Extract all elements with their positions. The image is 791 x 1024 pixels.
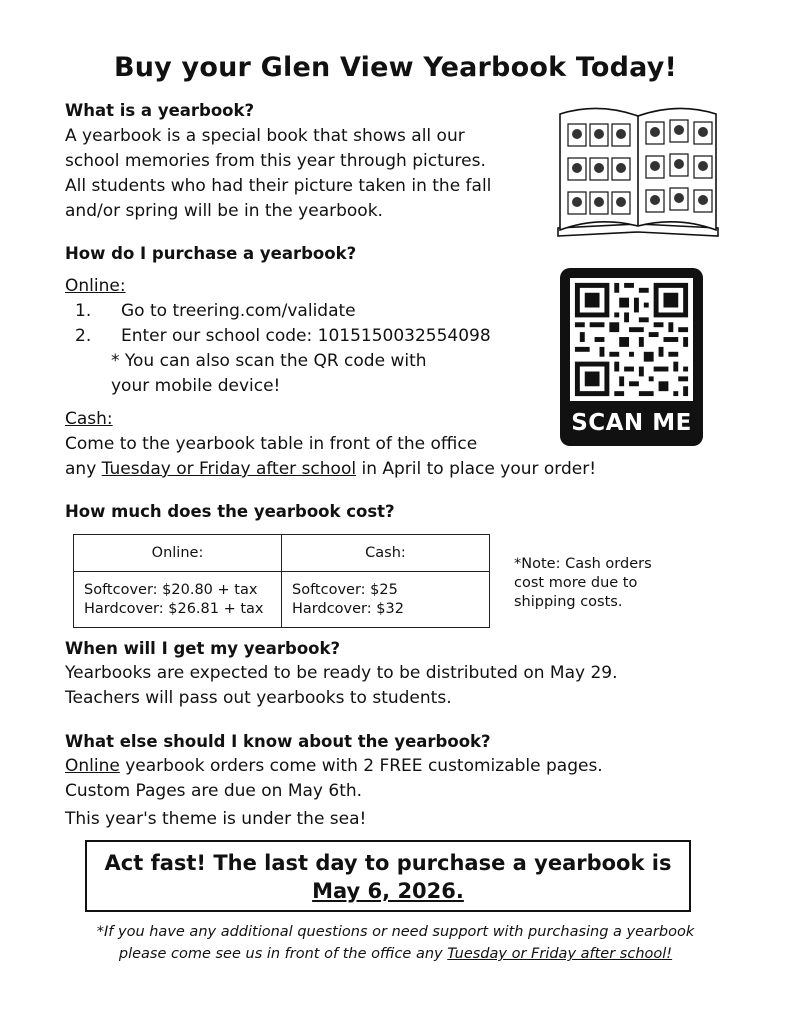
else-line <box>65 754 603 779</box>
when-heading: When will I get my yearbook? <box>65 639 341 658</box>
online-label: Online: <box>65 276 126 296</box>
theme-line: This year's theme is under the sea! <box>65 809 367 829</box>
deadline-date: May 6, 2026. <box>312 879 464 903</box>
when-line: Yearbooks are expected to be ready to be distributed on May 29. <box>65 663 618 683</box>
price-line: Softcover: $25 <box>292 581 398 598</box>
step-item <box>75 299 491 324</box>
cash-prices <box>282 572 490 628</box>
cost-note <box>514 555 652 612</box>
online-word: Online <box>65 756 120 776</box>
note-line: cost more due to <box>514 575 638 591</box>
step-item <box>75 324 491 349</box>
step-text: Go to treering.com/validate <box>121 301 356 321</box>
what-line: A yearbook is a special book that shows all our <box>65 126 465 146</box>
when-line: Teachers will pass out yearbooks to students. <box>65 688 452 708</box>
qr-code-card[interactable] <box>560 268 703 446</box>
else-paragraph <box>65 754 603 832</box>
deadline-text: Act fast! The last day to purchase a yearbook is <box>104 851 672 875</box>
table-header-online: Online: <box>74 535 282 572</box>
footer-days: Tuesday or Friday after school! <box>447 946 673 962</box>
else-heading: What else should I know about the yearbook? <box>65 732 491 751</box>
footer-note <box>0 921 791 965</box>
cash-line <box>65 457 596 482</box>
online-prices <box>74 572 282 628</box>
table-row <box>74 572 490 628</box>
price-line: Hardcover: $32 <box>292 600 404 617</box>
cost-table <box>73 534 490 628</box>
note-line: *Note: Cash orders <box>514 556 652 572</box>
deadline-box <box>85 840 691 912</box>
table-header-row <box>74 535 490 572</box>
what-line: All students who had their picture taken in the fall <box>65 176 492 196</box>
cash-text: in April to place your order! <box>356 459 597 479</box>
footer-text: please come see us in front of the office any <box>118 946 448 962</box>
cash-days: Tuesday or Friday after school <box>101 459 357 479</box>
cost-heading: How much does the yearbook cost? <box>65 502 395 521</box>
else-text: yearbook orders come with 2 FREE customizable pages. <box>119 756 603 776</box>
scan-me-label: SCAN ME <box>571 410 692 436</box>
else-line: Custom Pages are due on May 6th. <box>65 781 363 801</box>
purchase-steps <box>75 299 491 399</box>
footer-line <box>0 943 791 965</box>
table-header-cash: Cash: <box>282 535 490 572</box>
footer-line: *If you have any additional questions or need support with purchasing a yearbook <box>96 924 695 940</box>
purchase-heading: How do I purchase a yearbook? <box>65 244 357 263</box>
price-line: Hardcover: $26.81 + tax <box>84 600 264 617</box>
what-line: school memories from this year through pictures. <box>65 151 486 171</box>
step-number: 1. <box>75 301 92 321</box>
qr-note-line: * You can also scan the QR code with <box>111 351 427 371</box>
what-heading: What is a yearbook? <box>65 101 255 120</box>
cash-line: Come to the yearbook table in front of the office <box>65 434 478 454</box>
what-line: and/or spring will be in the yearbook. <box>65 201 383 221</box>
qr-note-line: your mobile device! <box>111 376 281 396</box>
price-line: Softcover: $20.80 + tax <box>84 581 258 598</box>
when-paragraph <box>65 661 618 711</box>
step-number: 2. <box>75 326 92 346</box>
qr-code-icon <box>570 278 693 401</box>
qr-note <box>75 349 491 399</box>
what-paragraph <box>65 124 491 224</box>
step-text: Enter our school code: 1015150032554098 <box>121 326 491 346</box>
cash-text: any <box>65 459 102 479</box>
note-line: shipping costs. <box>514 594 623 610</box>
open-yearbook-icon <box>554 106 722 242</box>
cash-label: Cash: <box>65 409 113 429</box>
page-title: Buy your Glen View Yearbook Today! <box>113 52 678 83</box>
